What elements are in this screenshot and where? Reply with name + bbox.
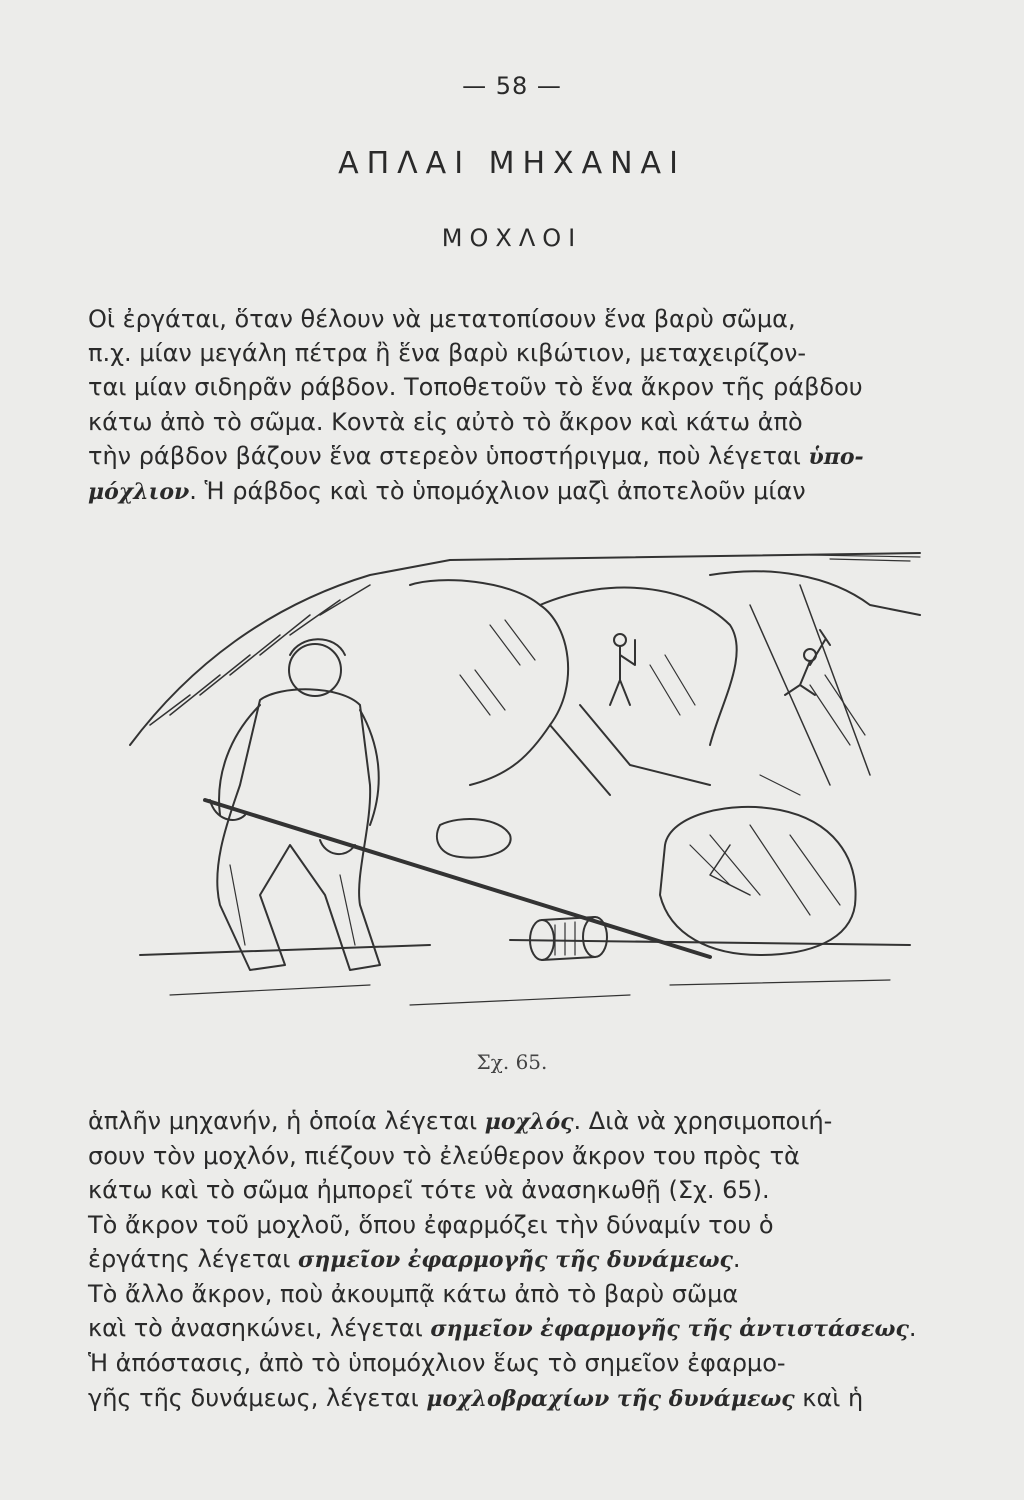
text-line: Οἱ ἐργάται, ὅταν θέλουν νὰ μετατοπίσουν ἕνα βαρὺ σῶμα, [88,305,796,333]
text-line: Ἡ ἀπόστασις, ἀπὸ τὸ ὑπομόχλιον ἕως τὸ σημεῖον ἐφαρμο- [88,1349,786,1378]
text-run: . [908,1314,917,1343]
text-line [88,439,936,474]
body-paragraph [88,1104,936,1416]
text-run: . [732,1244,741,1273]
text-line [88,1381,936,1416]
text-line: ται μίαν σιδηρᾶν ράβδον. Τοποθετοῦν τὸ ἕνα ἄκρον τῆς ράβδου [88,373,863,402]
term-force-arm: μοχλοβραχίων τῆς δυνάμεως [426,1385,795,1412]
chapter-title: ΑΠΛΑΙ ΜΗΧΑΝΑΙ [338,146,686,181]
text-line: π.χ. μίαν μεγάλη πέτρα ἢ ἕνα βαρὺ κιβώτιον, μεταχειρίζον- [88,339,807,368]
text-line: Τὸ ἄλλο ἄκρον, ποὺ ἀκουμπᾷ κάτω ἀπὸ τὸ βαρὺ σῶμα [88,1280,739,1309]
text-line: Τὸ ἄκρον τοῦ μοχλοῦ, ὅπου ἐφαρμόζει τὴν δύναμίν του ὁ [88,1210,774,1239]
text-run: τὴν ράβδον βάζουν ἕνα στερεὸν ὑποστήριγμα, ποὺ λέγεται [88,441,809,470]
section-title: ΜΟΧΛΟΙ [441,224,583,252]
text-line [88,1242,936,1277]
text-line [88,1104,936,1139]
text-run: καὶ τὸ ἀνασηκώνει, λέγεται [88,1314,431,1343]
text-run: . Ἡ ράβδος καὶ τὸ ὑπομόχλιον μαζὶ ἀποτελοῦν μίαν [189,477,806,506]
term-hypomochlion-part2: μόχλιον [88,479,190,506]
text-run: ἐργάτης λέγεται [88,1244,298,1273]
text-line: κάτω ἀπὸ τὸ σῶμα. Κοντὰ εἰς αὐτὸ τὸ ἄκρον καὶ κάτω ἀπὸ [88,407,803,436]
term-mochlos: μοχλός [484,1109,574,1135]
term-hypomochlion-part1: ὑπο- [808,443,864,470]
figure-caption: Σχ. 65. [476,1050,548,1074]
text-line [88,1311,936,1346]
text-run: καὶ ἡ [794,1383,864,1412]
text-line [88,474,936,509]
text-run: . Διὰ νὰ χρησιμοποιή- [573,1107,833,1135]
lever-illustration [110,545,930,1025]
page-number: — 58 — [462,72,562,100]
text-run: ἁπλῆν μηχανήν, ἡ ὁποία λέγεται [88,1107,485,1135]
term-force-point: σημεῖον ἐφαρμογῆς τῆς δυνάμεως [297,1246,733,1273]
intro-paragraph [88,302,936,509]
text-line: κάτω καὶ τὸ σῶμα ἠμπορεῖ τότε νὰ ἀνασηκωθῇ (Σχ. 65). [88,1176,770,1205]
text-line: σουν τὸν μοχλόν, πιέζουν τὸ ἐλεύθερον ἄκρον του πρὸς τὰ [88,1142,800,1171]
term-resistance-point: σημεῖον ἐφαρμογῆς τῆς ἀντιστάσεως [430,1316,909,1343]
text-run: γῆς τῆς δυνάμεως, λέγεται [88,1383,427,1412]
